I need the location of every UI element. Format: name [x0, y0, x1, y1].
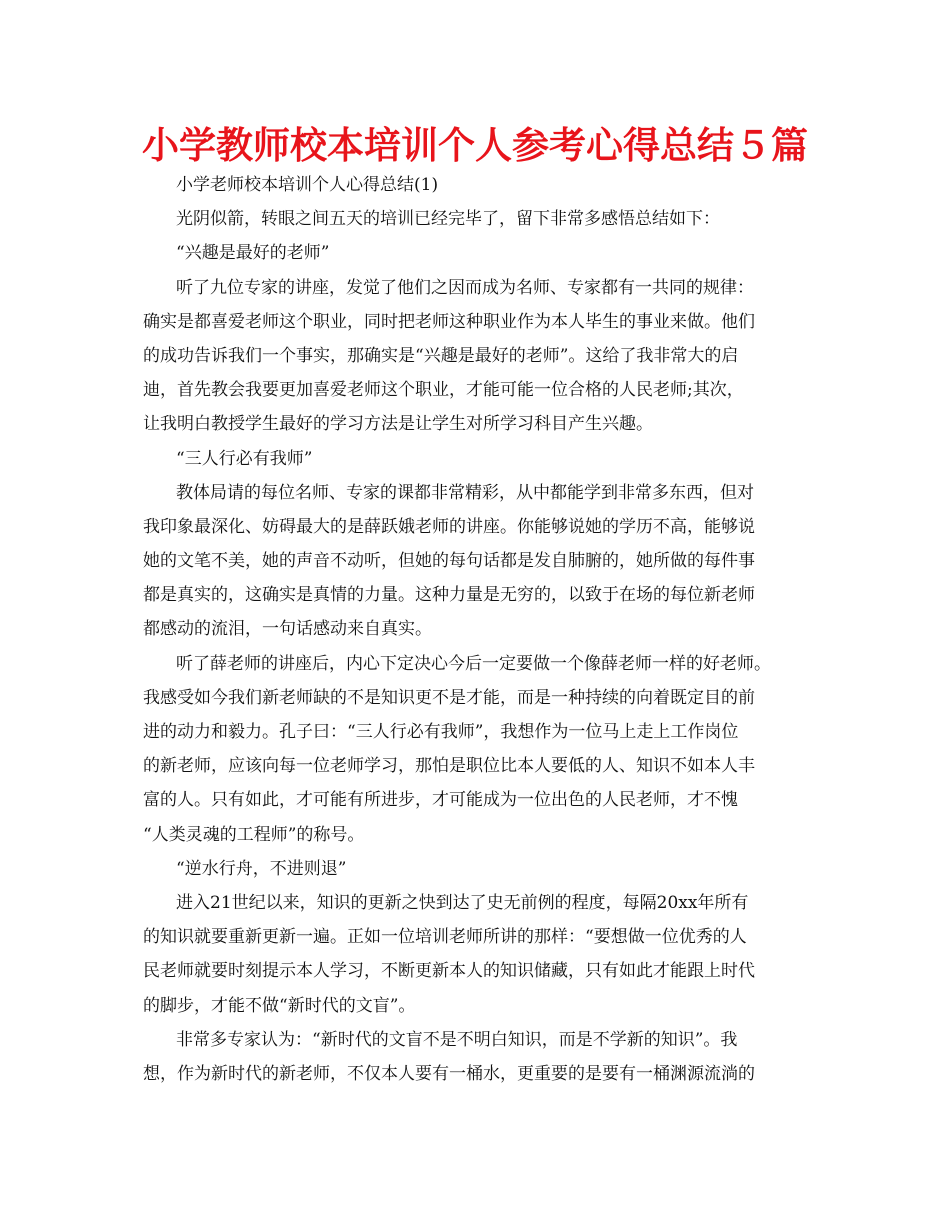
text-line: 进入21世纪以来，知识的更新之快到达了史无前例的程度，每隔20xx年所有 [176, 892, 749, 913]
text-line: 都是真实的，这确实是真情的力量。这种力量是无穷的，以致于在场的每位新老师 [143, 585, 755, 606]
text-line: 光阴似箭，转眼之间五天的培训已经完毕了，留下非常多感悟总结如下： [176, 209, 720, 230]
text-line: 民老师就要时刻提示本人学习，不断更新本人的知识储藏，只有如此才能跟上时代 [143, 961, 755, 982]
text-line: 迪，首先教会我要更加喜爱老师这个职业，才能可能一位合格的人民老师;其次， [143, 380, 744, 401]
text-line: 的脚步，才能不做“新时代的文盲”。 [143, 995, 416, 1016]
text-line: 都感动的流泪，一句话感动来自真实。 [143, 619, 432, 640]
text-line: 我印象最深化、妨碍最大的是薛跃娥老师的讲座。你能够说她的学历不高，能够说 [143, 516, 755, 537]
text-line: 非常多专家认为：“新时代的文盲不是不明白知识，而是不学新的知识”。我 [176, 1029, 738, 1050]
document-title: 小学教师校本培训个人参考心得总结５篇 [142, 124, 808, 167]
text-line: 教体局请的每位名师、专家的课都非常精彩，从中都能学到非常多东西，但对 [176, 482, 754, 503]
text-line: 的新老师，应该向每一位老师学习，那怕是职位比本人要低的人、知识不如本人丰 [143, 756, 755, 777]
text-line: 的知识就要重新更新一遍。正如一位培训老师所讲的那样：“要想做一位优秀的人 [143, 927, 747, 948]
text-line: 小学老师校本培训个人心得总结(1) [176, 175, 439, 195]
text-line: 她的文笔不美，她的声音不动听，但她的每句话都是发自肺腑的，她所做的每件事 [143, 551, 755, 572]
text-line: 进的动力和毅力。孔子曰：“三人行必有我师”，我想作为一位马上走上工作岗位 [143, 722, 739, 742]
document-body [143, 168, 813, 1091]
text-line: 富的人。只有如此，才可能有所进步，才可能成为一位出色的人民老师，才不愧 [143, 790, 738, 811]
text-line: “兴趣是最好的老师” [176, 243, 330, 264]
text-line: “人类灵魂的工程师”的称号。 [143, 824, 365, 845]
text-line: 的成功告诉我们一个事实，那确实是“兴趣是最好的老师”。这给了我非常大的启 [143, 345, 739, 366]
text-line: 确实是都喜爱老师这个职业，同时把老师这种职业作为本人毕生的事业来做。他们 [143, 311, 755, 332]
text-line: “逆水行舟，不进则退” [176, 858, 347, 879]
text-line: 听了薛老师的讲座后，内心下定决心今后一定要做一个像薛老师一样的好老师。 [176, 653, 771, 674]
text-line: 想，作为新时代的新老师，不仅本人要有一桶水，更重要的是要有一桶渊源流淌的 [143, 1063, 755, 1084]
text-line: 我感受如今我们新老师缺的不是知识更不是才能，而是一种持续的向着既定目的前 [143, 687, 755, 708]
text-line: 听了九位专家的讲座，发觉了他们之因而成为名师、专家都有一共同的规律： [176, 277, 754, 298]
text-line: 让我明白教授学生最好的学习方法是让学生对所学习科目产生兴趣。 [143, 414, 653, 435]
text-line: “三人行必有我师” [176, 448, 313, 469]
